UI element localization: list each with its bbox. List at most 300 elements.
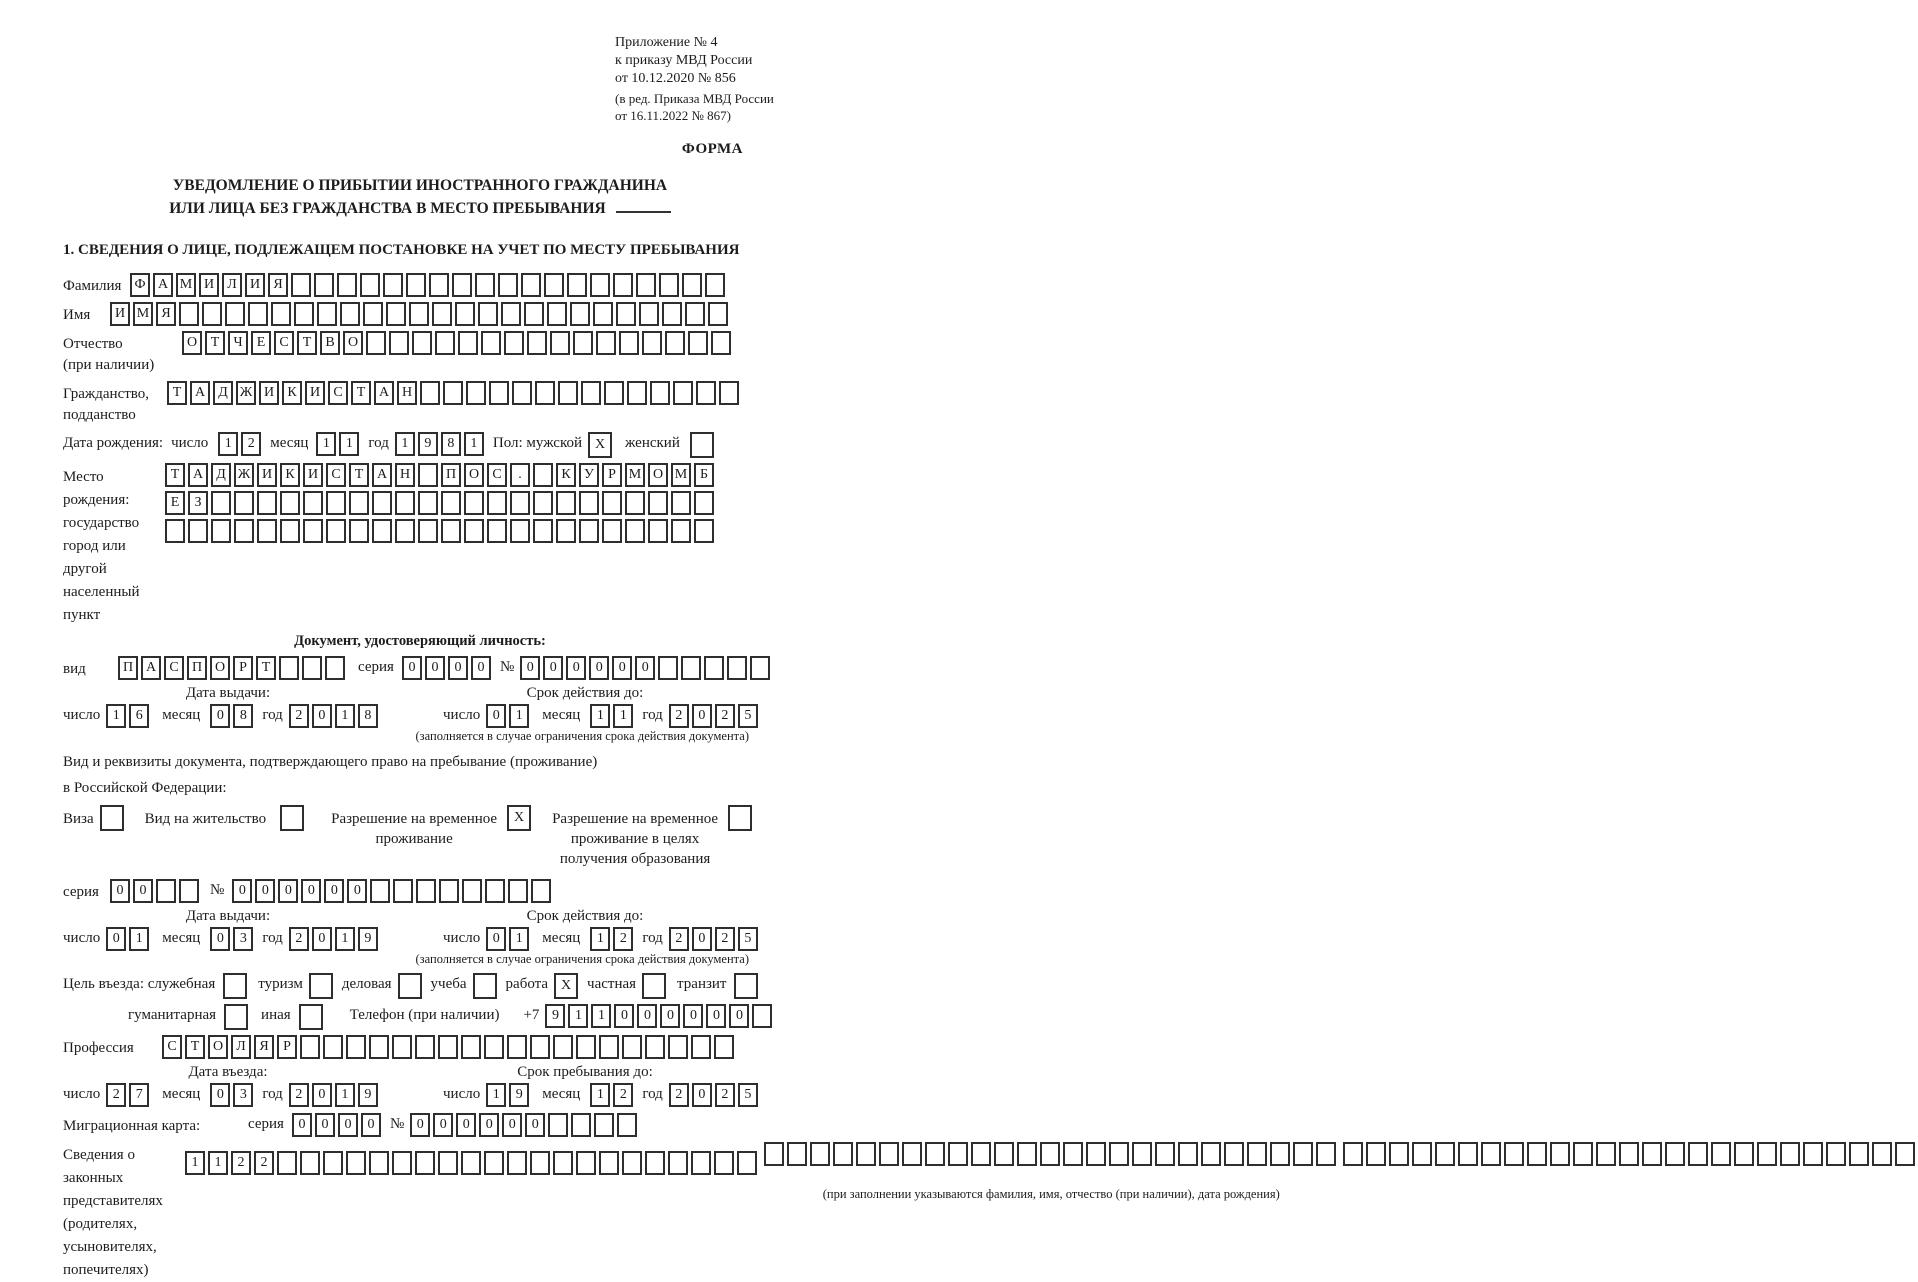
form-cell[interactable] [602, 519, 622, 543]
form-cell[interactable] [1316, 1142, 1336, 1166]
form-cell[interactable] [418, 519, 438, 543]
form-cell[interactable]: 1 [464, 432, 484, 456]
form-cell[interactable] [100, 805, 124, 831]
form-cell[interactable] [1412, 1142, 1432, 1166]
form-cell[interactable] [662, 302, 682, 326]
form-cell[interactable] [303, 491, 323, 515]
form-cell[interactable]: 0 [448, 656, 468, 680]
form-cell[interactable] [211, 491, 231, 515]
form-cell[interactable] [1688, 1142, 1708, 1166]
form-cell[interactable]: 2 [715, 927, 735, 951]
form-cell[interactable]: 5 [738, 704, 758, 728]
form-cell[interactable] [271, 302, 291, 326]
form-cell[interactable] [501, 302, 521, 326]
form-cell[interactable]: 0 [525, 1113, 545, 1137]
form-cell[interactable] [694, 519, 714, 543]
form-cell[interactable]: X [507, 805, 531, 831]
form-cell[interactable] [418, 491, 438, 515]
form-cell[interactable] [323, 1035, 343, 1059]
form-cell[interactable] [925, 1142, 945, 1166]
form-cell[interactable]: 0 [410, 1113, 430, 1137]
form-cell[interactable] [1711, 1142, 1731, 1166]
form-cell[interactable] [395, 519, 415, 543]
form-cell[interactable]: К [282, 381, 302, 405]
form-cell[interactable]: 1 [185, 1151, 205, 1175]
form-cell[interactable] [1435, 1142, 1455, 1166]
form-cell[interactable] [280, 805, 304, 831]
form-cell[interactable] [1504, 1142, 1524, 1166]
form-cell[interactable]: К [280, 463, 300, 487]
form-cell[interactable]: Я [156, 302, 176, 326]
form-cell[interactable] [452, 273, 472, 297]
form-cell[interactable] [727, 656, 747, 680]
form-cell[interactable] [533, 463, 553, 487]
form-cell[interactable]: П [441, 463, 461, 487]
form-cell[interactable]: 2 [289, 1083, 309, 1107]
form-cell[interactable]: Р [233, 656, 253, 680]
form-cell[interactable]: 0 [612, 656, 632, 680]
form-cell[interactable] [383, 273, 403, 297]
form-cell[interactable] [681, 656, 701, 680]
form-cell[interactable] [688, 331, 708, 355]
form-cell[interactable] [349, 491, 369, 515]
form-cell[interactable]: 0 [106, 927, 126, 951]
form-cell[interactable] [438, 1151, 458, 1175]
form-cell[interactable]: 0 [255, 879, 275, 903]
form-cell[interactable] [1458, 1142, 1478, 1166]
form-cell[interactable] [349, 519, 369, 543]
form-cell[interactable]: М [625, 463, 645, 487]
form-cell[interactable] [994, 1142, 1014, 1166]
form-cell[interactable] [856, 1142, 876, 1166]
form-cell[interactable] [1826, 1142, 1846, 1166]
form-cell[interactable]: 0 [692, 1083, 712, 1107]
form-cell[interactable]: 1 [335, 927, 355, 951]
form-cell[interactable] [533, 491, 553, 515]
form-cell[interactable]: 2 [669, 927, 689, 951]
form-cell[interactable]: 0 [520, 656, 540, 680]
form-cell[interactable]: Ж [236, 381, 256, 405]
form-cell[interactable] [280, 519, 300, 543]
form-cell[interactable]: 0 [292, 1113, 312, 1137]
form-cell[interactable]: К [556, 463, 576, 487]
form-cell[interactable] [464, 519, 484, 543]
option-residence-permit-checkbox[interactable] [280, 805, 307, 831]
form-cell[interactable]: Н [395, 463, 415, 487]
form-cell[interactable] [1550, 1142, 1570, 1166]
form-cell[interactable] [535, 381, 555, 405]
form-cell[interactable] [1734, 1142, 1754, 1166]
form-cell[interactable] [291, 273, 311, 297]
form-cell[interactable] [346, 1035, 366, 1059]
form-cell[interactable] [223, 973, 247, 999]
form-cell[interactable] [432, 302, 452, 326]
form-cell[interactable]: 9 [509, 1083, 529, 1107]
form-cell[interactable]: 0 [133, 879, 153, 903]
form-cell[interactable]: И [259, 381, 279, 405]
form-cell[interactable] [665, 331, 685, 355]
form-cell[interactable] [487, 491, 507, 515]
form-cell[interactable]: 2 [669, 704, 689, 728]
form-cell[interactable]: 9 [545, 1004, 565, 1028]
form-cell[interactable] [234, 491, 254, 515]
form-cell[interactable]: 0 [312, 1083, 332, 1107]
form-cell[interactable] [326, 491, 346, 515]
form-cell[interactable] [489, 381, 509, 405]
form-cell[interactable] [415, 1035, 435, 1059]
form-cell[interactable] [507, 1035, 527, 1059]
form-cell[interactable] [636, 273, 656, 297]
form-cell[interactable]: О [210, 656, 230, 680]
form-cell[interactable] [279, 656, 299, 680]
form-cell[interactable] [648, 519, 668, 543]
form-cell[interactable] [188, 519, 208, 543]
form-cell[interactable] [1270, 1142, 1290, 1166]
form-cell[interactable] [1596, 1142, 1616, 1166]
form-cell[interactable] [1178, 1142, 1198, 1166]
form-cell[interactable]: Ж [234, 463, 254, 487]
form-cell[interactable]: 1 [590, 704, 610, 728]
form-cell[interactable]: 1 [106, 704, 126, 728]
form-cell[interactable] [464, 491, 484, 515]
form-cell[interactable]: 1 [509, 927, 529, 951]
form-cell[interactable] [1780, 1142, 1800, 1166]
form-cell[interactable]: И [257, 463, 277, 487]
form-cell[interactable]: И [303, 463, 323, 487]
form-cell[interactable]: 0 [210, 704, 230, 728]
form-cell[interactable] [248, 302, 268, 326]
option-temp-residence-education-checkbox[interactable] [728, 805, 755, 831]
form-cell[interactable]: С [162, 1035, 182, 1059]
purpose-transit-checkbox[interactable] [734, 973, 761, 999]
form-cell[interactable] [369, 1035, 389, 1059]
form-cell[interactable] [458, 331, 478, 355]
form-cell[interactable] [719, 381, 739, 405]
form-cell[interactable] [659, 273, 679, 297]
form-cell[interactable]: Т [165, 463, 185, 487]
form-cell[interactable] [294, 302, 314, 326]
form-cell[interactable]: 3 [233, 1083, 253, 1107]
form-cell[interactable] [1086, 1142, 1106, 1166]
form-cell[interactable] [1017, 1142, 1037, 1166]
form-cell[interactable] [370, 879, 390, 903]
form-cell[interactable] [1757, 1142, 1777, 1166]
form-cell[interactable]: 0 [692, 927, 712, 951]
form-cell[interactable] [671, 519, 691, 543]
form-cell[interactable] [156, 879, 176, 903]
form-cell[interactable]: Л [231, 1035, 251, 1059]
form-cell[interactable]: Т [256, 656, 276, 680]
form-cell[interactable] [1895, 1142, 1915, 1166]
form-cell[interactable]: 0 [425, 656, 445, 680]
form-cell[interactable]: Е [165, 491, 185, 515]
form-cell[interactable] [694, 491, 714, 515]
form-cell[interactable] [392, 1035, 412, 1059]
form-cell[interactable]: 1 [335, 1083, 355, 1107]
form-cell[interactable] [461, 1035, 481, 1059]
form-cell[interactable]: 1 [591, 1004, 611, 1028]
form-cell[interactable] [1293, 1142, 1313, 1166]
form-cell[interactable]: 2 [289, 704, 309, 728]
form-cell[interactable] [224, 1004, 248, 1030]
form-cell[interactable] [325, 656, 345, 680]
form-cell[interactable] [372, 491, 392, 515]
form-cell[interactable]: 7 [129, 1083, 149, 1107]
form-cell[interactable]: Т [205, 331, 225, 355]
form-cell[interactable] [599, 1151, 619, 1175]
form-cell[interactable]: 2 [715, 1083, 735, 1107]
form-cell[interactable]: 0 [312, 704, 332, 728]
form-cell[interactable] [1619, 1142, 1639, 1166]
form-cell[interactable]: Д [211, 463, 231, 487]
form-cell[interactable] [1063, 1142, 1083, 1166]
form-cell[interactable]: 0 [637, 1004, 657, 1028]
form-cell[interactable] [462, 879, 482, 903]
form-cell[interactable]: 5 [738, 927, 758, 951]
form-cell[interactable] [257, 491, 277, 515]
form-cell[interactable]: 1 [339, 432, 359, 456]
form-cell[interactable]: 0 [315, 1113, 335, 1137]
form-cell[interactable] [570, 302, 590, 326]
form-cell[interactable] [599, 1035, 619, 1059]
form-cell[interactable] [639, 302, 659, 326]
form-cell[interactable] [530, 1035, 550, 1059]
form-cell[interactable]: 1 [568, 1004, 588, 1028]
form-cell[interactable] [616, 302, 636, 326]
purpose-private-checkbox[interactable] [642, 973, 669, 999]
form-cell[interactable] [590, 273, 610, 297]
form-cell[interactable]: А [372, 463, 392, 487]
form-cell[interactable] [728, 805, 752, 831]
form-cell[interactable] [455, 302, 475, 326]
form-cell[interactable] [553, 1151, 573, 1175]
form-cell[interactable]: Я [254, 1035, 274, 1059]
form-cell[interactable]: 0 [110, 879, 130, 903]
form-cell[interactable] [420, 381, 440, 405]
form-cell[interactable]: 2 [613, 1083, 633, 1107]
purpose-study-checkbox[interactable] [473, 973, 500, 999]
form-cell[interactable]: Т [167, 381, 187, 405]
form-cell[interactable] [487, 519, 507, 543]
form-cell[interactable] [642, 331, 662, 355]
form-cell[interactable] [439, 879, 459, 903]
form-cell[interactable] [556, 491, 576, 515]
form-cell[interactable] [737, 1151, 757, 1175]
form-cell[interactable] [1849, 1142, 1869, 1166]
form-cell[interactable]: Т [349, 463, 369, 487]
form-cell[interactable]: 9 [358, 1083, 378, 1107]
form-cell[interactable] [179, 879, 199, 903]
form-cell[interactable]: 2 [715, 704, 735, 728]
form-cell[interactable] [510, 519, 530, 543]
form-cell[interactable]: 0 [338, 1113, 358, 1137]
form-cell[interactable] [625, 491, 645, 515]
form-cell[interactable] [485, 879, 505, 903]
form-cell[interactable]: С [326, 463, 346, 487]
form-cell[interactable]: 1 [590, 927, 610, 951]
form-cell[interactable] [764, 1142, 784, 1166]
form-cell[interactable]: А [153, 273, 173, 297]
phone-cells[interactable] [545, 1004, 775, 1028]
form-cell[interactable] [1481, 1142, 1501, 1166]
form-cell[interactable] [234, 519, 254, 543]
form-cell[interactable]: 9 [418, 432, 438, 456]
form-cell[interactable] [550, 331, 570, 355]
form-cell[interactable]: О [182, 331, 202, 355]
form-cell[interactable] [705, 273, 725, 297]
form-cell[interactable] [1642, 1142, 1662, 1166]
option-temp-residence-checkbox[interactable] [507, 805, 534, 831]
form-cell[interactable]: И [305, 381, 325, 405]
form-cell[interactable]: 5 [738, 1083, 758, 1107]
form-cell[interactable]: 0 [635, 656, 655, 680]
form-cell[interactable] [1665, 1142, 1685, 1166]
form-cell[interactable] [508, 879, 528, 903]
form-cell[interactable] [392, 1151, 412, 1175]
form-cell[interactable]: Т [351, 381, 371, 405]
form-cell[interactable] [1155, 1142, 1175, 1166]
form-cell[interactable] [507, 1151, 527, 1175]
form-cell[interactable]: 0 [433, 1113, 453, 1137]
form-cell[interactable] [326, 519, 346, 543]
form-cell[interactable] [418, 463, 438, 487]
form-cell[interactable] [711, 331, 731, 355]
form-cell[interactable] [443, 381, 463, 405]
form-cell[interactable] [300, 1035, 320, 1059]
form-cell[interactable] [752, 1004, 772, 1028]
form-cell[interactable] [369, 1151, 389, 1175]
form-cell[interactable] [277, 1151, 297, 1175]
form-cell[interactable]: 1 [208, 1151, 228, 1175]
form-cell[interactable] [527, 331, 547, 355]
form-cell[interactable] [602, 491, 622, 515]
form-cell[interactable]: И [245, 273, 265, 297]
form-cell[interactable]: 0 [312, 927, 332, 951]
form-cell[interactable]: 3 [233, 927, 253, 951]
form-cell[interactable]: 0 [278, 879, 298, 903]
form-cell[interactable] [1803, 1142, 1823, 1166]
form-cell[interactable] [617, 1113, 637, 1137]
form-cell[interactable]: Л [222, 273, 242, 297]
purpose-tourism-checkbox[interactable] [309, 973, 336, 999]
sex-male-checkbox[interactable] [588, 432, 615, 458]
form-cell[interactable] [504, 331, 524, 355]
form-cell[interactable] [1527, 1142, 1547, 1166]
form-cell[interactable]: 1 [335, 704, 355, 728]
form-cell[interactable] [484, 1151, 504, 1175]
form-cell[interactable]: С [487, 463, 507, 487]
form-cell[interactable]: 0 [502, 1113, 522, 1137]
form-cell[interactable]: 0 [210, 927, 230, 951]
form-cell[interactable] [461, 1151, 481, 1175]
form-cell[interactable]: А [141, 656, 161, 680]
form-cell[interactable]: 0 [210, 1083, 230, 1107]
form-cell[interactable]: З [188, 491, 208, 515]
form-cell[interactable] [416, 879, 436, 903]
form-cell[interactable] [573, 331, 593, 355]
form-cell[interactable] [1247, 1142, 1267, 1166]
form-cell[interactable]: 2 [231, 1151, 251, 1175]
form-cell[interactable]: 0 [361, 1113, 381, 1137]
form-cell[interactable] [340, 302, 360, 326]
form-cell[interactable] [619, 331, 639, 355]
form-cell[interactable] [512, 381, 532, 405]
form-cell[interactable]: 6 [129, 704, 149, 728]
form-cell[interactable] [704, 656, 724, 680]
form-cell[interactable] [879, 1142, 899, 1166]
form-cell[interactable]: О [208, 1035, 228, 1059]
form-cell[interactable] [415, 1151, 435, 1175]
form-cell[interactable] [303, 519, 323, 543]
form-cell[interactable]: А [188, 463, 208, 487]
form-cell[interactable] [1109, 1142, 1129, 1166]
form-cell[interactable] [1132, 1142, 1152, 1166]
form-cell[interactable]: 0 [566, 656, 586, 680]
form-cell[interactable]: 0 [729, 1004, 749, 1028]
form-cell[interactable]: Ф [130, 273, 150, 297]
form-cell[interactable] [645, 1035, 665, 1059]
form-cell[interactable] [1343, 1142, 1363, 1166]
purpose-business-checkbox[interactable] [398, 973, 425, 999]
form-cell[interactable]: 0 [683, 1004, 703, 1028]
form-cell[interactable]: 8 [441, 432, 461, 456]
form-cell[interactable]: А [374, 381, 394, 405]
form-cell[interactable] [642, 973, 666, 999]
form-cell[interactable]: С [274, 331, 294, 355]
form-cell[interactable]: 0 [614, 1004, 634, 1028]
form-cell[interactable] [346, 1151, 366, 1175]
form-cell[interactable] [1040, 1142, 1060, 1166]
form-cell[interactable] [317, 302, 337, 326]
form-cell[interactable]: 0 [479, 1113, 499, 1137]
form-cell[interactable] [571, 1113, 591, 1137]
form-cell[interactable] [576, 1151, 596, 1175]
form-cell[interactable] [902, 1142, 922, 1166]
form-cell[interactable] [576, 1035, 596, 1059]
form-cell[interactable]: 2 [613, 927, 633, 951]
form-cell[interactable]: 2 [669, 1083, 689, 1107]
form-cell[interactable]: Н [397, 381, 417, 405]
form-cell[interactable]: 0 [347, 879, 367, 903]
form-cell[interactable]: М [133, 302, 153, 326]
form-cell[interactable] [323, 1151, 343, 1175]
form-cell[interactable] [948, 1142, 968, 1166]
form-cell[interactable] [165, 519, 185, 543]
form-cell[interactable]: 8 [233, 704, 253, 728]
form-cell[interactable] [696, 381, 716, 405]
form-cell[interactable] [481, 331, 501, 355]
form-cell[interactable] [593, 302, 613, 326]
form-cell[interactable]: Ч [228, 331, 248, 355]
form-cell[interactable] [412, 331, 432, 355]
form-cell[interactable]: 1 [509, 704, 529, 728]
form-cell[interactable] [533, 519, 553, 543]
form-cell[interactable]: Е [251, 331, 271, 355]
form-cell[interactable] [685, 302, 705, 326]
form-cell[interactable]: Р [602, 463, 622, 487]
form-cell[interactable]: Р [277, 1035, 297, 1059]
form-cell[interactable]: П [118, 656, 138, 680]
form-cell[interactable] [690, 432, 714, 458]
form-cell[interactable] [429, 273, 449, 297]
form-cell[interactable]: 0 [589, 656, 609, 680]
form-cell[interactable] [393, 879, 413, 903]
form-cell[interactable] [435, 331, 455, 355]
form-cell[interactable] [622, 1151, 642, 1175]
form-cell[interactable] [302, 656, 322, 680]
form-cell[interactable] [530, 1151, 550, 1175]
form-cell[interactable] [389, 331, 409, 355]
